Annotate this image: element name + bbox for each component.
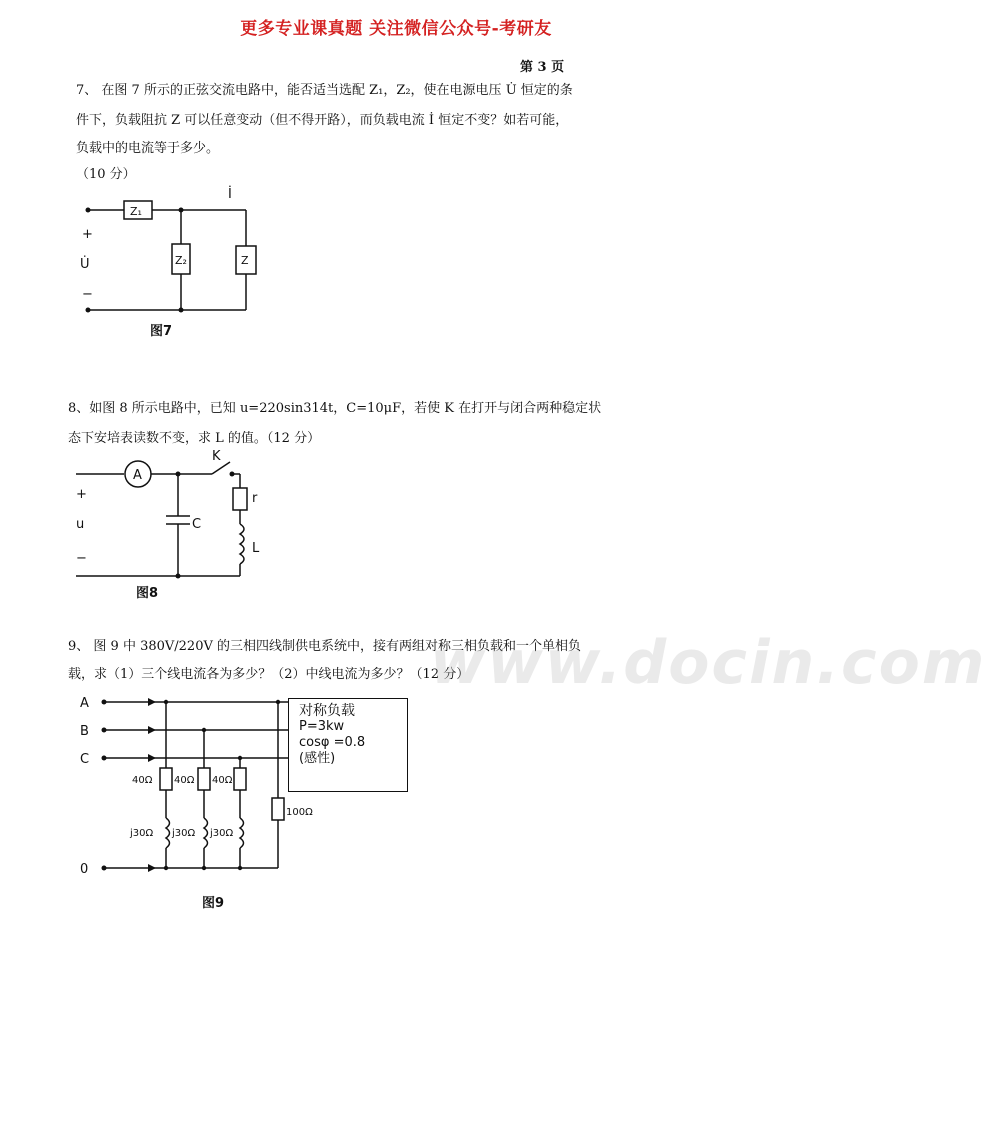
- minus-sign: −: [82, 287, 93, 302]
- r100-label: 100Ω: [286, 807, 313, 818]
- load-type: (感性): [299, 751, 336, 766]
- line-b-label: B: [80, 724, 89, 739]
- symmetric-load-box: [288, 698, 408, 792]
- z2-label: Z₂: [175, 254, 187, 267]
- q7-line-2: 件下，负载阻抗 Z 可以任意变动（但不得开路），而负载电流 İ 恒定不变？如若可能，: [76, 113, 569, 128]
- watermark: www.docin.com: [430, 628, 986, 698]
- promo-banner: 更多专业课真题 关注微信公众号-考研友: [240, 19, 552, 39]
- q8-line-2: 态下安培表读数不变，求 L 的值。（12 分）: [68, 431, 321, 446]
- q7-line-3: 负载中的电流等于多少。: [76, 141, 220, 156]
- x30-label-3: j30Ω: [210, 828, 234, 839]
- x30-label-2: j30Ω: [172, 828, 196, 839]
- z-label: Z: [241, 254, 249, 267]
- ammeter-label: A: [133, 468, 142, 483]
- switch-label: K: [212, 449, 221, 464]
- r40-label-1: 40Ω: [132, 775, 153, 786]
- capacitor-label: C: [192, 517, 202, 532]
- q9-line-2: 载，求（1）三个线电流各为多少？（2）中线电流为多少？（12 分）: [68, 667, 470, 682]
- figure-8-caption: 图8: [136, 586, 159, 601]
- figure-9-caption: 图9: [202, 896, 225, 911]
- load-power-factor: cosφ =0.8: [299, 735, 366, 750]
- minus-sign: −: [76, 551, 87, 566]
- q7-points: （10 分）: [76, 167, 136, 182]
- load-power: P=3kw: [299, 719, 345, 734]
- current-label: İ: [228, 187, 232, 202]
- plus-sign: +: [82, 227, 93, 242]
- z1-label: Z₁: [130, 205, 142, 218]
- figure-7-caption: 图7: [150, 324, 173, 339]
- line-a-label: A: [80, 696, 89, 711]
- page-number: 第 3 页: [520, 60, 565, 75]
- neutral-label: 0: [80, 862, 89, 877]
- x30-label-1: j30Ω: [130, 828, 154, 839]
- voltage-label: U̇: [80, 257, 90, 272]
- r40-label-2: 40Ω: [174, 775, 195, 786]
- resistor-r-label: r: [252, 491, 258, 506]
- voltage-label: u: [76, 517, 85, 532]
- q8-line-1: 8、如图 8 所示电路中，已知 u=220sin314t，C=10μF，若使 K 在打开与闭合两种稳定状: [68, 401, 602, 416]
- q7-line-1: 7、 在图 7 所示的正弦交流电路中，能否适当选配 Z₁，Z₂，使在电源电压 U̇ 恒定的条: [76, 83, 573, 98]
- q9-line-1: 9、 图 9 中 380V/220V 的三相四线制供电系统中，接有两组对称三相负载和一个单相负: [68, 639, 581, 654]
- load-title: 对称负载: [299, 703, 355, 719]
- plus-sign: +: [76, 487, 87, 502]
- line-c-label: C: [80, 752, 90, 767]
- inductor-label: L: [252, 541, 260, 556]
- r40-label-3: 40Ω: [212, 775, 233, 786]
